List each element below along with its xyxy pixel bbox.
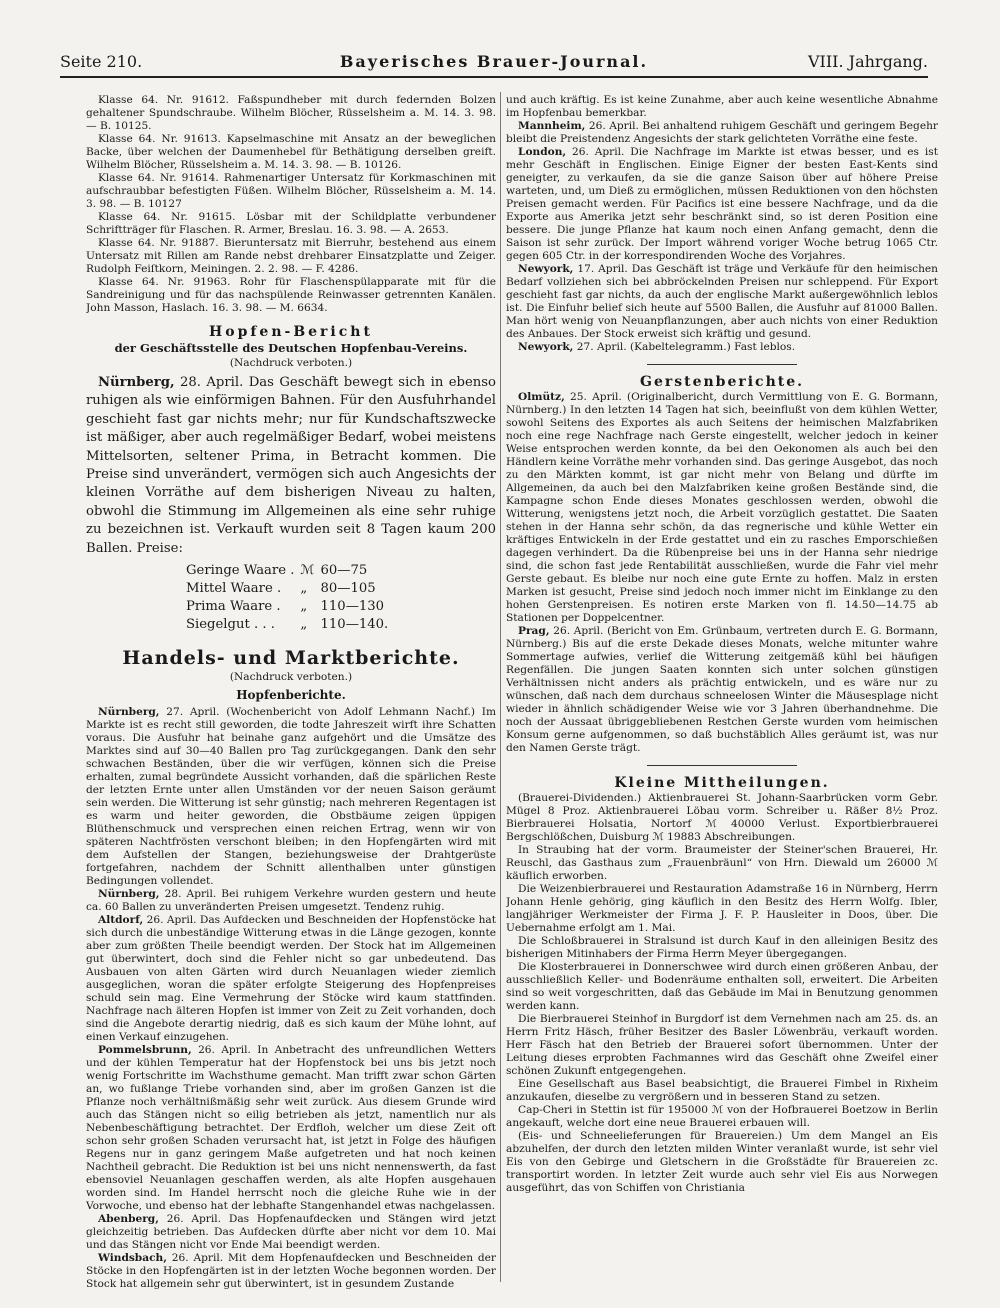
hopfenberichte-heading: Hopfenberichte. <box>236 688 346 703</box>
page-header <box>60 52 928 78</box>
report-place: London, <box>518 146 567 158</box>
news-item: Die Klosterbrauerei in Donnerschwee wird durch einen größeren Anbau, der ausschließlich Keller- und Bodenräume enthalten soll, erweitert. Die Arbeiten sind so weit vorgeschritten, daß das Gebäude im Mai in Benutzung genommen werden kann. <box>506 961 938 1012</box>
report-paragraph <box>86 888 496 914</box>
report-paragraph <box>506 391 938 625</box>
price-row <box>186 562 394 580</box>
report-paragraph <box>86 374 496 558</box>
report-place: Pommelsbrunn, <box>98 1044 192 1057</box>
report-text: 26. April. Das Aufdecken und Beschneiden der Hopfenstöcke hat sich durch die unbeständige Witterung etwas in die Länge gezogen, konnte aber zum größten Theile beendigt werden. Der Stock hat im Allgemeinen gut überwintert, doch sind die Fehler nicht so gar unbedeutend. Das Ausbauen von alten Gärten wird durch Neuanlagen wieder ziemlich ausgeglichen, woran die später erfolgte Steigerung des Hopfenpreises schuld sein mag. Eine Vermehrung der Stöcke wird kaum stattfinden. Nachfrage nach älteren Hopfen ist immer von Zeit zu Zeit vorhanden, doch sind die Angebote derartig niedrig, daß es sich kaum der Mühe lohnt, auf einen Verkauf einzugehen. <box>86 914 496 1044</box>
handel-reports <box>86 706 496 1290</box>
patent-list <box>86 94 496 315</box>
price-row <box>186 580 394 598</box>
report-text: 26. April. Mit dem Hopfenaufdecken und Beschneiden der Stöcke in den Hopfengärten ist in der letzten Woche begonnen worden. Der Stock hat allgemein sehr gut überwintert, ist in gesundem Zustande <box>86 1252 496 1290</box>
column-divider <box>500 92 501 1282</box>
patent-entry: Klasse 64. Nr. 91613. Kapselmaschine mit Ansatz an der beweglichen Backe, über welchen der Daumenhebel für Bethätigung derselben greift. Wilhelm Blöcher, Rüsselsheim a. M. 14. 3. 98. — B. 10126. <box>86 133 496 171</box>
news-item: (Eis- und Schneelieferungen für Brauereien.) Um dem Mangel an Eis abzuhelfen, der durch den letzten milden Winter veranlaßt wurde, ist sehr viel Eis von den Gebirge und Gletschern in die Großstädte für Brauereien zc. transportirt worden. In letzter Zeit wurde auch sehr viel Eis aus Norwegen ausgeführt, das von Schiffen von Christiania <box>506 1130 938 1194</box>
price-unit: „ <box>300 581 308 597</box>
price-unit: ℳ <box>300 563 315 579</box>
report-place: Mannheim, <box>518 120 586 132</box>
left-column <box>86 94 496 1290</box>
report-paragraph <box>506 263 938 341</box>
report-place: Nürnberg, <box>98 375 175 390</box>
report-paragraph <box>86 914 496 1044</box>
report-paragraph <box>86 1252 496 1290</box>
price-value: 110—140. <box>320 617 389 633</box>
news-item: Eine Gesellschaft aus Basel beabsichtigt, die Brauerei Fimbel in Rixheim anzukaufen, dieselbe zu vergrößern und in besseren Stand zu setzen. <box>506 1078 938 1103</box>
patent-entry: Klasse 64. Nr. 91887. Bieruntersatz mit Bierruhr, bestehend aus einem Untersatz mit Rillen am Rande nebst drehbarer Einsatzplatte und Zeiger. Rudolph Feiſtkorn, Meiningen. 2. 2. 98. — F. 4286. <box>86 237 496 275</box>
patent-entry: Klasse 64. Nr. 91614. Rahmenartiger Untersatz für Korkmaschinen mit aufschraubbar befestigten Füßen. Wilhelm Blöcher, Rüsselsheim a. M. 14. 3. 98. — B. 10127 <box>86 172 496 210</box>
report-paragraph <box>506 341 938 354</box>
report-place: Windsbach, <box>98 1252 167 1265</box>
news-item: Cap-Cheri in Stettin ist für 195000 ℳ von der Hofbrauerei Boetzow in Berlin angekauft, welche dort eine neue Brauerei erbauen will. <box>506 1104 938 1129</box>
report-text: 27. April. (Kabeltelegramm.) Fast leblos. <box>576 341 796 353</box>
report-place: Prag, <box>518 625 550 637</box>
news-item: In Straubing hat der vorm. Braumeister der Steiner'schen Brauerei, Hr. Reuschl, das Gasthaus zum „Frauenbräunl“ von Hrn. Diewald um 26000 ℳ käuflich erworben. <box>506 844 938 882</box>
volume-year: VIII. Jahrgang. <box>807 52 928 71</box>
news-item: Die Schloßbrauerei in Stralsund ist durch Kauf in den alleinigen Besitz des bisherigen Mitinhabers der Firma Herrn Meyer übergegangen. <box>506 935 938 960</box>
report-place: Abenberg, <box>98 1213 159 1226</box>
hopfen-bericht-title: Hopfen-Bericht <box>209 324 373 340</box>
hopfen-bericht-subtitle: der Geschäftsstelle des Deutschen Hopfenbau-Vereins. <box>114 341 468 355</box>
report-text: 26. April. (Bericht von Em. Grünbaum, vertreten durch E. G. Bormann, Nürnberg.) Bis auf die erste Dekade dieses Monats, welche mitunter wahre Sommertage aufwies, verlief die Witterung zeitgemäß kühl bei häufigen Regenfällen. Die jungen Saaten konnten sich unter solchen günstigen Verhältnissen nicht anders als prächtig entwickeln, und es wäre nur zu wünschen, daß nach dem durchaus schneelosen Winter die Mäusesplage nicht wieder in ähnlich schädigender Weise wie vor 3 Jahren überhandnehme. Die noch der Aussaat übriggebliebenen Restchen Gerste wurden vom heimischen Konsum gerne aufgenommen, so daß buchstäblich Alles geräumt ist, was nur den Namen Gerste trägt. <box>506 625 938 754</box>
price-label: Prima Waare . <box>186 599 281 615</box>
hopfen-bericht-body <box>86 374 496 558</box>
patent-entry: Klasse 64. Nr. 91612. Faßspundheber mit durch federnden Bolzen gehaltener Spundschraube. Wilhelm Blöcher, Rüsselsheim a. M. 14. 3. 98. — B. 10125. <box>86 94 496 132</box>
report-text: 17. April. Das Geschäft ist träge und Verkäufe für den heimischen Bedarf vollziehen sich bei abbröckelnden Preisen nur schleppend. Für Export geschieht fast gar nichts, da auch der englische Markt außergewöhnlich leblos ist. Die Einfuhr belief sich heute auf 5500 Ballen, die Ausfuhr auf 81000 Ballen. Man hört wenig von Neuanpflanzungen, aber auch nichts von einer Reduktion des Anbaues. Der Stock erweist sich kräftig und gesund. <box>506 263 938 340</box>
report-text: 27. April. (Wochenbericht von Adolf Lehmann Nachf.) Im Markte ist es recht still geworden, die todte Jahreszeit wirft ihre Schatten voraus. Die Ausfuhr hat beinahe ganz aufgehört und die Umsätze des Marktes sind auf 30—40 Ballen pro Tag zurückgegangen. Dank den sehr schwachen Beständen, über die wir verfügen, können sich die Preise erhalten, zumal begründete Aussicht vorhanden, daß die spärlichen Reste der letzten Ernte unter allen Umständen vor der neuen Saison geräumt sein werden. Die Witterung ist sehr günstig; nach mehreren Regentagen ist es warm und heiter geworden, die Obstbäume zeigen üppigen Blüthenschmuck und versprechen einen reichen Ertrag, wenn wir von späteren Nachtfrösten verschont bleiben; in den Hopfengärten wird mit dem Aufstellen der Stangen, beziehungsweise der Drahtgerüste fortgefahren, nachdem der Schnitt allenthalben unter günstigen Bedingungen vollendet. <box>86 706 496 888</box>
report-text: 25. April. (Originalbericht, durch Vermittlung von E. G. Bormann, Nürnberg.) In den letzten 14 Tagen hat sich, beeinflußt von dem kühlen Wetter, sowohl Seitens des Exportes als auch Seitens der heimischen Malzfabriken noch eine rege Nachfrage nach Gerste eingestellt, welcher jedoch in keiner Weise entsprochen werden konnte, da bei den Oekonomen als auch bei den Händlern keine Vorräthe mehr vorhanden sind. Das geringe Ausgebot, das noch zu den Märkten kommt, ist gar nicht mehr von Belang und dürfte im Allgemeinen, da auch bei den Malzfabriken keine großen Bestände sind, die Kampagne schon Ende dieses Monates geschlossen werden, obwohl die Witterung, wenigstens jetzt noch, die Arbeit vorzüglich gestattet. Die Saaten stehen in der Hanna sehr schön, da das regnerische und kühle Wetter ein kräftiges Entwickeln in der Erde gestattet und ein zu rasches Emporschießen dagegen verhindert. Da die Rübenpreise bei uns in der Hanna sehr niedrige sind, die schon fast jede Rentabilität ausschließen, wurde die Fahr viel mehr Gerste gebaut. Es bleibe nur noch eine gute Ernte zu hoffen. Malz in ersten Marken ist gesucht, Preise sind jedoch noch immer nicht im Einklange zu den hohen Gerstenpreisen. Es notiren erste Marken von fl. 14.50—14.75 ab Stationen per Doppelcentner. <box>506 391 938 624</box>
report-place: Newyork, <box>518 263 574 275</box>
report-text: 28. April. Bei ruhigem Verkehre wurden gestern und heute ca. 60 Ballen zu unveränderten Preisen umgesetzt. Tendenz ruhig. <box>86 888 496 914</box>
report-place: Nürnberg, <box>98 888 160 901</box>
price-unit: „ <box>300 599 308 615</box>
report-place: Olmütz, <box>518 391 565 403</box>
section-rule <box>647 765 797 766</box>
report-place: Nürnberg, <box>98 706 160 719</box>
reprint-note: (Nachdruck verboten.) <box>229 357 353 369</box>
news-item: (Brauerei-Dividenden.) Aktienbrauerei St. Johann-Saarbrücken vorm Gebr. Mügel 8 Proz. Aktienbrauerei Löbau vorm. Schreiber u. Räßer 8½ Proz. Bierbrauerei Holsatia, Nortorf ℳ 40000 Verlust. Exportbierbrauerei Bergschlößchen, Duisburg ℳ 19883 Abschreibungen. <box>506 792 938 843</box>
report-place: Newyork, <box>518 341 574 353</box>
page-number: Seite 210. <box>60 52 143 71</box>
report-text: 26. April. Das Hopfenaufdecken und Stängen wird jetzt gleichzeitig betrieben. Das Aufdecken dürfte aber nicht vor dem 10. Mai und das Stängen nicht vor Ende Mai beendigt werden. <box>86 1213 496 1252</box>
reprint-note: (Nachdruck verboten.) <box>229 671 353 684</box>
report-paragraph <box>86 706 496 888</box>
news-item: Die Weizenbierbrauerei und Restauration Adamstraße 16 in Nürnberg, Herrn Johann Henle gehörig, ging käuflich in den Besitz des Herrn Wolfg. Ibler, langjähriger Werkmeister der Firma J. F. P. Hausleiter in Doos, über. Die Uebernahme erfolgt am 1. Mai. <box>506 883 938 934</box>
gersten-title: Gerstenberichte. <box>639 374 804 390</box>
report-text: 26. April. In Anbetracht des unfreundlichen Wetters und der kühlen Temperatur hat der Hopfenstock bei uns bis jetzt noch wenig Fortschritte im Wachsthume gemacht. Man trifft zwar schon Gärten an, wo fußlange Triebe vorhanden sind, aber im großen Ganzen ist die Pflanze noch verhältnißmäßig sehr weit zurück. Aus diesem Grunde wird auch das Stängen nicht so eilig betrieben als jetzt, namentlich nur als Nebenbeschäftigung betrachtet. Der Erdfloh, welcher um diese Zeit oft schon sehr großen Schaden verursacht hat, ist jetzt in Folge des häufigen Regens nur in ganz geringem Maße aufgetreten und hat noch keinen Nachtheil gebracht. Die Reduktion ist bei uns nicht nennenswerth, da fast ebensoviel Neuanlagen geschaffen werden, als alte Hopfen ausgehauen worden sind. Im Handel herrscht noch die gleiche Ruhe wie in der Vorwoche, und ebenso hat der lebhafte Stangenhandel etwas nachgelassen. <box>86 1044 496 1213</box>
kleine-title: Kleine Mittheilungen. <box>614 775 830 791</box>
price-row <box>186 616 394 634</box>
price-unit: „ <box>300 617 308 633</box>
patent-entry: Klasse 64. Nr. 91615. Lösbar mit der Schildplatte verbundener Schriftträger für Flaschen. R. Armer, Breslau. 16. 3. 98. — A. 2653. <box>86 211 496 236</box>
price-table <box>186 562 394 634</box>
journal-title: Bayerisches Brauer-Journal. <box>339 52 649 71</box>
report-paragraph <box>506 146 938 263</box>
news-item: Die Bierbrauerei Steinhof in Burgdorf ist dem Vernehmen nach am 25. ds. an Herrn Fritz Häsch, früher Besitzer des Basler Löwenbräu, verkauft worden. Herr Fäsch hat den Betrieb der Brauerei sofort übernommen. Unter der Leitung dieses erprobten Fachmannes wird das Geschäft ohne Zweifel einer schönen Zukunft entgegengehen. <box>506 1013 938 1077</box>
report-paragraph <box>506 94 938 120</box>
report-paragraph <box>86 1213 496 1252</box>
report-text: 26. April. Bei anhaltend ruhigem Geschäft und geringem Begehr bleibt die Preistendenz Angesichts der stark gelichteten Vorräthe eine feste. <box>506 120 938 145</box>
kleine-items <box>506 792 938 1195</box>
right-column <box>506 94 938 1290</box>
price-label: Geringe Waare . <box>186 563 295 579</box>
price-label: Mittel Waare . <box>186 581 282 597</box>
report-paragraph <box>86 1044 496 1213</box>
report-text: und auch kräftig. Es ist keine Zunahme, aber auch keine wesentliche Abnahme im Hopfenbau bemerkbar. <box>506 94 938 119</box>
price-value: 110—130 <box>320 599 385 615</box>
price-label: Siegelgut . . . <box>186 617 275 633</box>
price-row <box>186 598 394 616</box>
handel-title: Handels- und Marktberichte. <box>122 647 460 670</box>
report-text: 28. April. Das Geschäft bewegt sich in ebenso ruhigen als wie einförmigen Bahnen. Für den Ausfuhrhandel geschieht fast gar nichts mehr; nur für Kundschaftszwecke ist mäßiger, aber auch regelmäßiger Bedarf, wobei meistens Mittelsorten, seltener Prima, in Betracht kommen. Die Preise sind unverändert, vermögen sich auch Angesichts der kleinen Vorräthe auf dem bisherigen Niveau zu halten, obwohl die Stimmung im Allgemeinen als eine sehr ruhige zu bezeichnen ist. Verkauft wurden seit 8 Tagen kaum 200 Ballen. Preise: <box>86 375 496 556</box>
price-value: 60—75 <box>320 563 368 579</box>
patent-entry: Klasse 64. Nr. 91963. Rohr für Flaschenspülapparate mit für die Sandreinigung und für das nachspülende Reinwasser getrennten Kanälen. John Masson, Haslach. 16. 3. 98. — M. 6634. <box>86 276 496 314</box>
report-paragraph <box>506 120 938 146</box>
report-text: 26. April. Die Nachfrage im Markte ist etwas besser, und es ist mehr Geschäft in Englischen. Einige Eigner der besten East-Kents sind geneigter, zu verkaufen, da sie die ganze Saison über auf höhere Preise warteten, und, um Dieß zu ermöglichen, müssen Reduktionen von den höchsten Preisen gemacht werden. Für Pacifics ist eine bessere Nachfrage, und da die Exporte aus Amerika jetzt sehr beschränkt sind, so ist deren Position eine bessere. Die junge Pflanze hat kaum noch einen Anfang gemacht, denn die Saison ist sehr zurück. Der Import während voriger Woche betrug 1065 Ctr. gegen 605 Ctr. in der korrespondirenden Woche des Vorjahres. <box>506 146 938 262</box>
report-place: Altdorf, <box>98 914 144 927</box>
price-value: 80—105 <box>320 581 376 597</box>
report-paragraph <box>506 625 938 755</box>
section-rule <box>647 364 797 365</box>
gersten-reports <box>506 391 938 755</box>
continued-hop-reports <box>506 94 938 354</box>
